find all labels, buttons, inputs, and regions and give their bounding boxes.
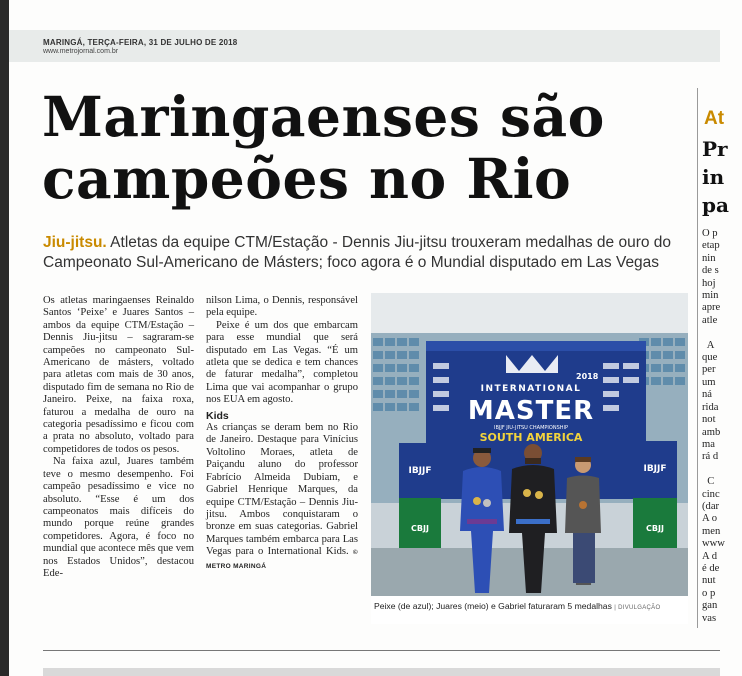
sidebar-headline-line: pa [702, 193, 729, 217]
paragraph: Na faixa azul, Juares também teve o mesmo desempenho. Foi campeão pesadíssimo e vice no absoluto. “Esse é um dos campeonatos mais difíceis do mundo porque reúne grandes competidores. Agora, é foco no mundial que acontece mês que vem nos Estados Unidos”, destacou Ede- [43, 456, 194, 579]
ibjjf-label-left: IBJJF [408, 466, 432, 476]
page-date: MARINGÁ, TERÇA-FEIRA, 31 DE JULHO DE 2018 [43, 38, 238, 47]
photo-credit: | DIVULGAÇÃO [614, 605, 661, 611]
banner-region: SOUTH AMERICA [479, 431, 583, 444]
article-column-1 [43, 295, 194, 580]
article-signature: © METRO MARINGÁ [206, 549, 358, 570]
next-article-edge [43, 668, 720, 676]
article-headline [42, 86, 682, 210]
sidebar-kicker: At [704, 108, 725, 129]
banner-sub: IBJJF JIU-JITSU CHAMPIONSHIP [493, 425, 569, 431]
sidebar-headline-line: in [702, 165, 725, 189]
subhead-kids: Kids [206, 409, 229, 422]
headline-line-1: Maringaenses são [42, 84, 605, 149]
article-column-2 [206, 295, 358, 573]
page-edge [0, 0, 9, 676]
paragraph-text: As crianças se deram bem no Rio de Janeiro. Destaque para Vinícius Voltolino Moraes, atleta de Paiçandu aluno do professor Fabrício Almeida Dubiam, e Gabriel Henrique Marques, da equipe CTM/Estação – Dennis Jiu-jitsu. Ambos conquistaram o bronze em suas categorias. Gabriel Marques também embarca para Las Vegas para o International Kids. [206, 422, 358, 558]
ibjjf-label-right: IBJJF [643, 464, 667, 474]
sidebar-body: O p etap nin de s hoj min apre atle A que per um ná rida not amb ma rá d C cinc (dar A o men www A d é de nut o p gan vas [702, 228, 725, 624]
photo-caption [371, 596, 688, 624]
caption-text: Peixe (de azul); Juares (meio) e Gabriel faturaram 5 medalhas [374, 601, 612, 611]
paragraph: Peixe é um dos que embarcam para esse mundial que será disputado em Las Vegas. “É um atleta que se dedica e tem chances de faturar medalha”, completou Lima que vai acompanhar o grupo nos EUA em agosto. [206, 319, 358, 406]
paragraph: nilson Lima, o Dennis, responsável pela equipe. [206, 295, 358, 319]
cbjj-label-right: CBJJ [646, 524, 664, 533]
article-kicker: Jiu-jitsu. [43, 234, 107, 251]
article-photo [371, 293, 688, 596]
bottom-rule [43, 650, 720, 651]
paragraph [206, 422, 358, 573]
article-lead [43, 233, 693, 273]
sidebar-headline-line: Pr [702, 137, 728, 161]
banner-year: 2018 [576, 372, 599, 381]
column-divider [697, 88, 698, 628]
photo-credit-text: DIVULGAÇÃO [618, 605, 661, 611]
sidebar-headline [702, 135, 729, 219]
lead-text: Atletas da equipe CTM/Estação - Dennis Jiu-jitsu trouxeram medalhas de ouro do Campeonato Sul-Americano de Másters; foco agora é o Mundial disputado em Las Vegas [43, 234, 672, 271]
cbjj-label-left: CBJJ [411, 524, 429, 533]
paragraph: Os atletas maringaenses Reinaldo Santos ‘Peixe’ e Juares Santos – ambos da equipe CTM/Estação – Dennis Jiu-jitsu – sagraram-se campeões no campeonato Sul-Americano de másters, voltado para atletas com mais de 30 anos, disputado fim de semana no Rio de Janeiro. Peixe, na faixa roxa, faturou a medalha de ouro na categoria pesadíssimo e ficou com a prata no absoluto, voltado para competidores de todos os pesos. [43, 295, 194, 455]
banner-master: MASTER [467, 396, 595, 426]
headline-line-2: campeões no Rio [42, 146, 572, 211]
page-url: www.metrojornal.com.br [43, 48, 119, 55]
banner-international: INTERNATIONAL [480, 384, 582, 394]
